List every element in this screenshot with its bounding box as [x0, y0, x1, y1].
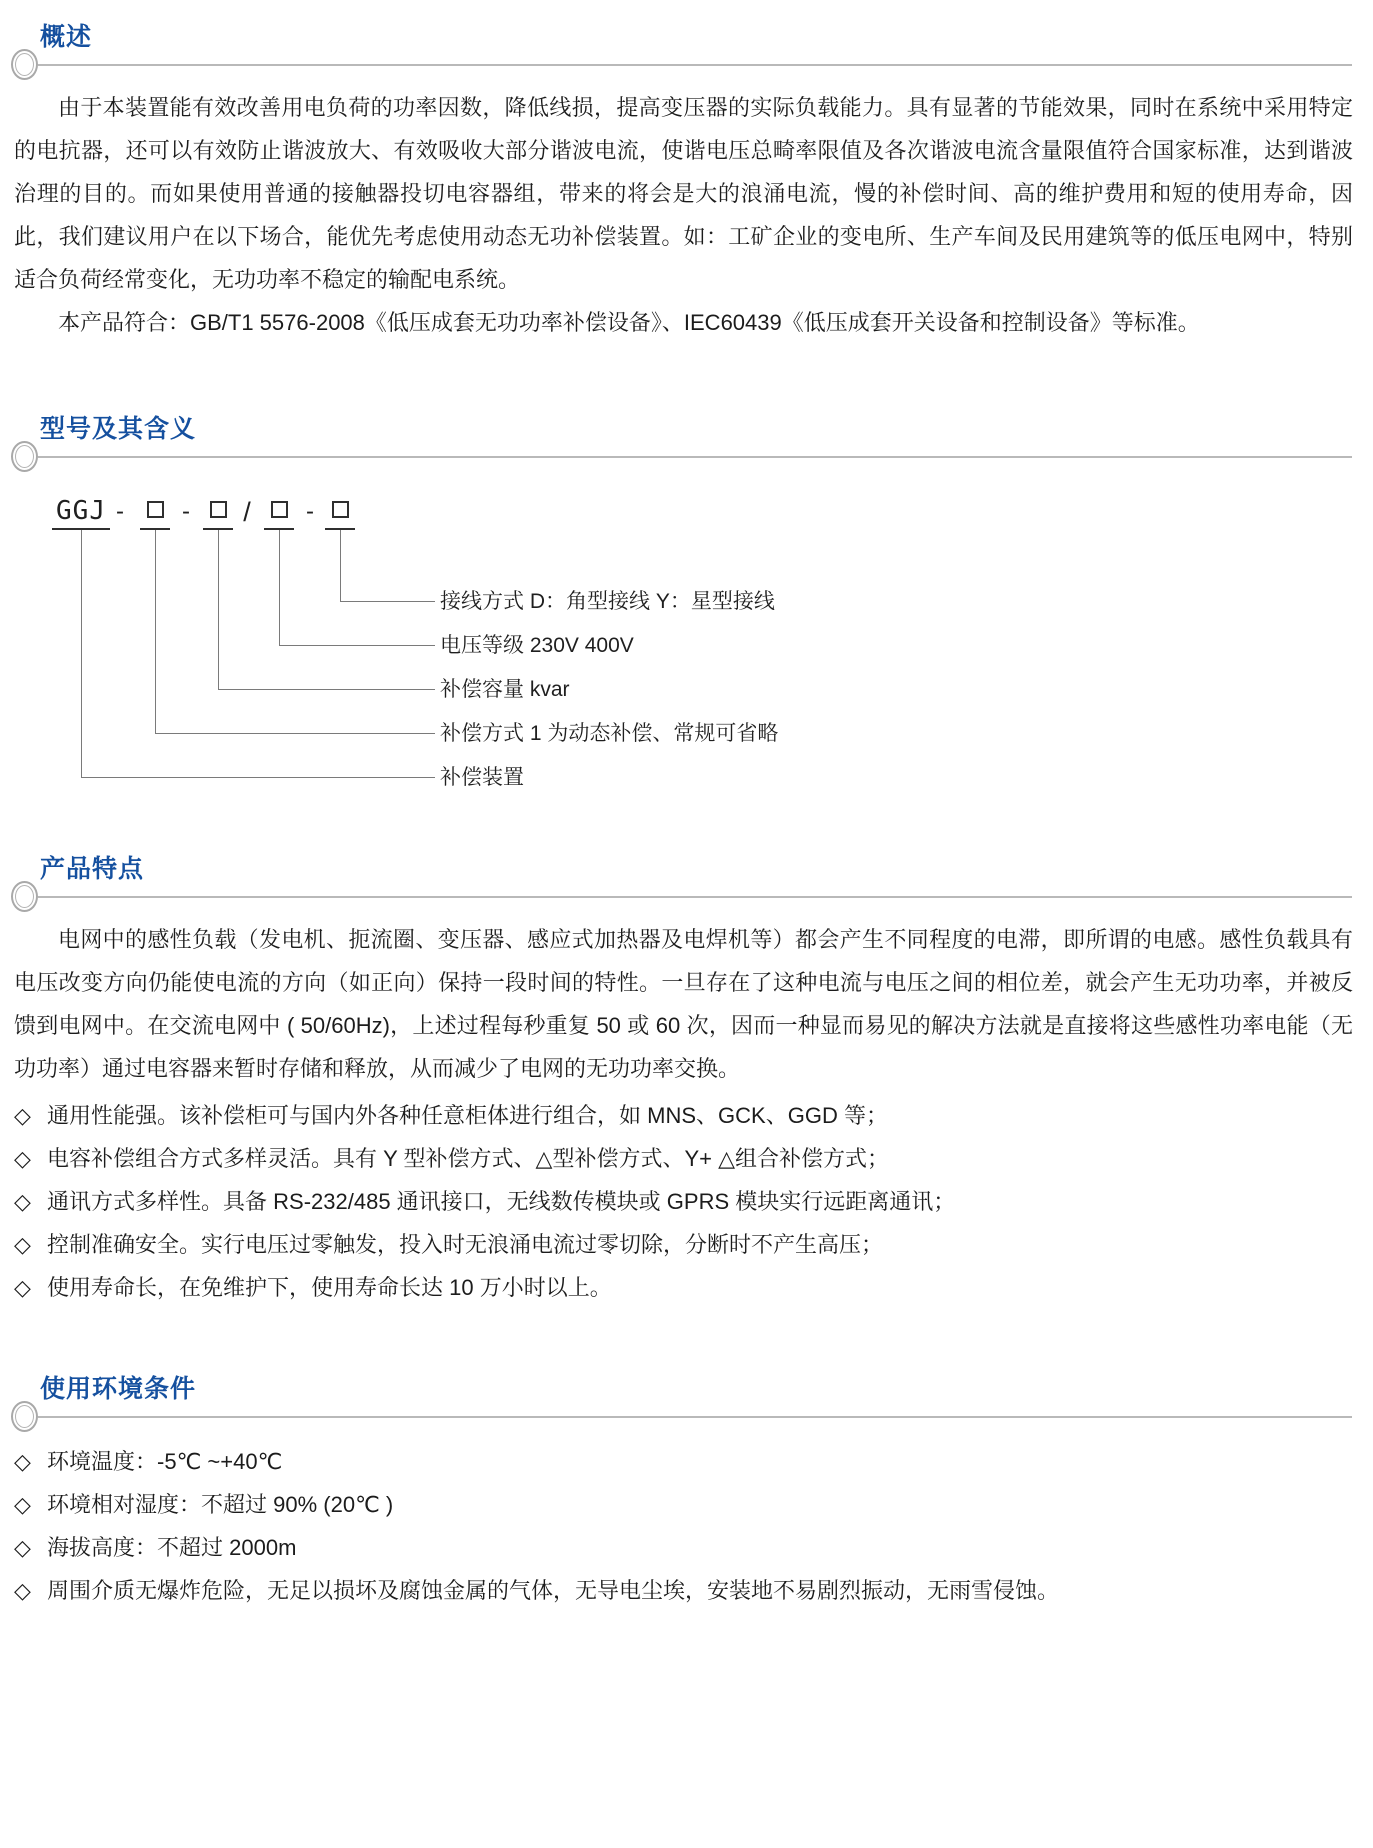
feature-text: 通用性能强。该补偿柜可与国内外各种任意柜体进行组合，如 MNS、GCK、GGD 等；	[47, 1103, 888, 1128]
diamond-bullet-icon: ◇	[14, 1146, 31, 1171]
feature-text: 电容补偿组合方式多样灵活。具有 Y 型补偿方式、△型补偿方式、Y+ △组合补偿方式；	[47, 1146, 890, 1171]
diamond-bullet-icon: ◇	[14, 1232, 31, 1257]
section-title-overview: 概述	[40, 23, 93, 51]
model-box-4	[325, 494, 355, 530]
double-ring-icon	[11, 441, 38, 472]
placeholder-box-icon	[332, 501, 349, 518]
environment-item	[14, 1526, 1353, 1569]
section-features	[0, 854, 1373, 1309]
feature-item	[14, 1266, 1353, 1309]
separator-dash: -	[182, 498, 190, 525]
feature-text: 使用寿命长，在免维护下，使用寿命长达 10 万小时以上。	[47, 1275, 612, 1300]
model-box-1	[140, 494, 170, 530]
separator-dash: -	[306, 498, 314, 525]
features-list	[14, 1094, 1353, 1309]
diamond-bullet-icon: ◇	[14, 1449, 31, 1474]
double-ring-icon	[11, 881, 38, 912]
diamond-bullet-icon: ◇	[14, 1578, 31, 1603]
feature-item	[14, 1137, 1353, 1180]
model-label-voltage: 电压等级 230V 400V	[440, 634, 634, 657]
placeholder-box-icon	[271, 501, 288, 518]
model-label-wiring: 接线方式 D：角型接线 Y：星型接线	[440, 590, 775, 613]
feature-item	[14, 1223, 1353, 1266]
feature-item	[14, 1094, 1353, 1137]
model-box-3	[264, 494, 294, 530]
placeholder-box-icon	[147, 501, 164, 518]
diamond-bullet-icon: ◇	[14, 1103, 31, 1128]
feature-text: 通讯方式多样性。具备 RS-232/485 通讯接口，无线数传模块或 GPRS 模块实行远距离通讯；	[47, 1189, 956, 1214]
diamond-bullet-icon: ◇	[14, 1492, 31, 1517]
double-ring-icon	[11, 1401, 38, 1432]
separator-slash: /	[243, 496, 251, 527]
diamond-bullet-icon: ◇	[14, 1275, 31, 1300]
model-label-mode: 补偿方式 1 为动态补偿、常规可省略	[440, 722, 779, 745]
separator-dash: -	[116, 498, 124, 525]
section-model	[0, 414, 1373, 810]
model-label-device: 补偿装置	[440, 766, 524, 789]
environment-list	[14, 1440, 1353, 1612]
section-rule	[38, 896, 1352, 898]
model-prefix: GGJ	[52, 494, 110, 530]
model-formula	[0, 494, 1373, 530]
feature-item	[14, 1180, 1353, 1223]
section-title-features: 产品特点	[40, 855, 145, 883]
overview-paragraph-1: 由于本装置能有效改善用电负荷的功率因数，降低线损，提高变压器的实际负载能力。具有显著的节能效果，同时在系统中采用特定的电抗器，还可以有效防止谐波放大、有效吸收大部分谐波电流，使谐电压总畸率限值及各次谐波电流含量限值符合国家标准，达到谐波治理的目的。而如果使用普通的接触器投切电容器组，带来的将会是大的浪涌电流，慢的补偿时间、高的维护费用和短的使用寿命，因此，我们建议用户在以下场合，能优先考虑使用动态无功补偿装置。如：工矿企业的变电所、生产车间及民用建筑等的低压电网中，特别适合负荷经常变化，无功功率不稳定的输配电系统。	[14, 95, 1353, 292]
features-paragraph: 电网中的感性负载（发电机、扼流圈、变压器、感应式加热器及电焊机等）都会产生不同程度的电滞，即所谓的电感。感性负载具有电压改变方向仍能使电流的方向（如正向）保持一段时间的特性。一旦存在了这种电流与电压之间的相位差，就会产生无功功率，并被反馈到电网中。在交流电网中 ( 50/60Hz)，上述过程每秒重复 50 或 60 次，因而一种显而易见的解决方法就是直接将这些感性功率电能（无功功率）通过电容器来暂时存储和释放，从而减少了电网的无功功率交换。	[14, 927, 1353, 1081]
environment-text: 海拔高度：不超过 2000m	[47, 1535, 297, 1560]
double-ring-icon	[11, 49, 38, 80]
section-environment	[0, 1374, 1373, 1612]
diamond-bullet-icon: ◇	[14, 1535, 31, 1560]
environment-text: 环境相对湿度：不超过 90% (20℃ )	[47, 1492, 394, 1517]
section-title-environment: 使用环境条件	[40, 1375, 197, 1403]
section-rule	[38, 64, 1352, 66]
environment-item	[14, 1569, 1353, 1612]
environment-text: 周围介质无爆炸危险，无足以损坏及腐蚀金属的气体，无导电尘埃，安装地不易剧烈振动，无雨雪侵蚀。	[47, 1578, 1060, 1603]
placeholder-box-icon	[210, 501, 227, 518]
model-designation-diagram	[0, 470, 1373, 810]
section-title-model: 型号及其含义	[40, 415, 197, 443]
overview-paragraph-2: 本产品符合：GB/T1 5576-2008《低压成套无功功率补偿设备》、IEC60439《低压成套开关设备和控制设备》等标准。	[58, 310, 1200, 335]
model-box-2	[203, 494, 233, 530]
environment-item	[14, 1440, 1353, 1483]
environment-text: 环境温度：-5℃ ~+40℃	[47, 1449, 283, 1474]
section-rule	[38, 456, 1352, 458]
feature-text: 控制准确安全。实行电压过零触发，投入时无浪涌电流过零切除，分断时不产生高压；	[47, 1232, 884, 1257]
model-label-capacity: 补偿容量 kvar	[440, 678, 570, 701]
section-rule	[38, 1416, 1352, 1418]
section-overview	[0, 22, 1373, 344]
diamond-bullet-icon: ◇	[14, 1189, 31, 1214]
environment-item	[14, 1483, 1353, 1526]
leader-line-device	[81, 530, 435, 778]
